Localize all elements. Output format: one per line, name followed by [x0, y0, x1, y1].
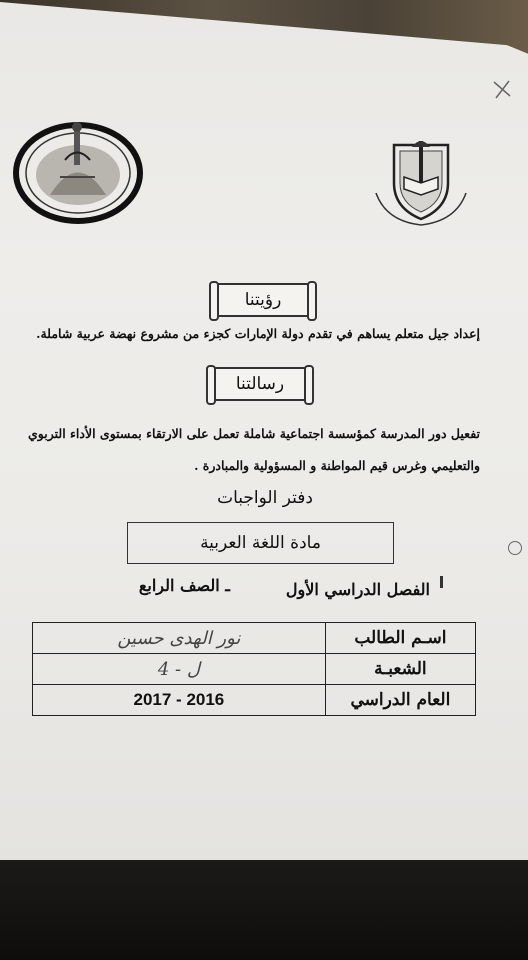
- vision-text: إعداد جيل متعلم يساهم في تقدم دولة الإمارات كجزء من مشروع نهضة عربية شاملة.: [36, 326, 480, 341]
- notebook-title: دفتر الواجبات: [217, 488, 313, 508]
- student-name-handwriting: نور الهدى حسين: [117, 627, 241, 649]
- subject-box: مادة اللغة العربية: [127, 522, 394, 564]
- student-name-value: [33, 623, 326, 654]
- term-label: الفصل الدراسي الأول: [285, 580, 430, 599]
- section-label: الشعبـة: [325, 654, 475, 685]
- school-year-text: 2017 - 2016: [133, 690, 225, 709]
- grade-label: ـ الصف الرابع: [138, 576, 230, 595]
- background-bottom: [0, 860, 528, 960]
- section-handwriting: 4 - ل: [157, 658, 200, 680]
- margin-circle: [508, 541, 522, 555]
- table-row: [33, 623, 476, 654]
- student-name-label: اسـم الطالب: [325, 623, 475, 654]
- table-row: [33, 654, 476, 685]
- mission-heading: رسالتنا: [212, 367, 308, 401]
- table-row: [33, 685, 476, 716]
- school-year-label: العام الدراسي: [325, 685, 475, 716]
- section-value: [33, 654, 326, 685]
- school-logo: [366, 133, 476, 228]
- vision-heading: رؤيتنا: [215, 283, 311, 317]
- pen-mark: [490, 78, 514, 102]
- mission-line-2: والتعليمي وغرس قيم المواطنة و المسؤولية والمبادرة .: [194, 458, 480, 473]
- student-info-table: [32, 622, 476, 716]
- school-year-value: [33, 685, 326, 716]
- mission-line-1: تفعيل دور المدرسة كمؤسسة اجتماعية شاملة تعمل على الارتقاء بمستوى الأداء التربوي: [28, 426, 480, 441]
- emblem-logo: [10, 115, 145, 225]
- tick-mark: [440, 576, 443, 588]
